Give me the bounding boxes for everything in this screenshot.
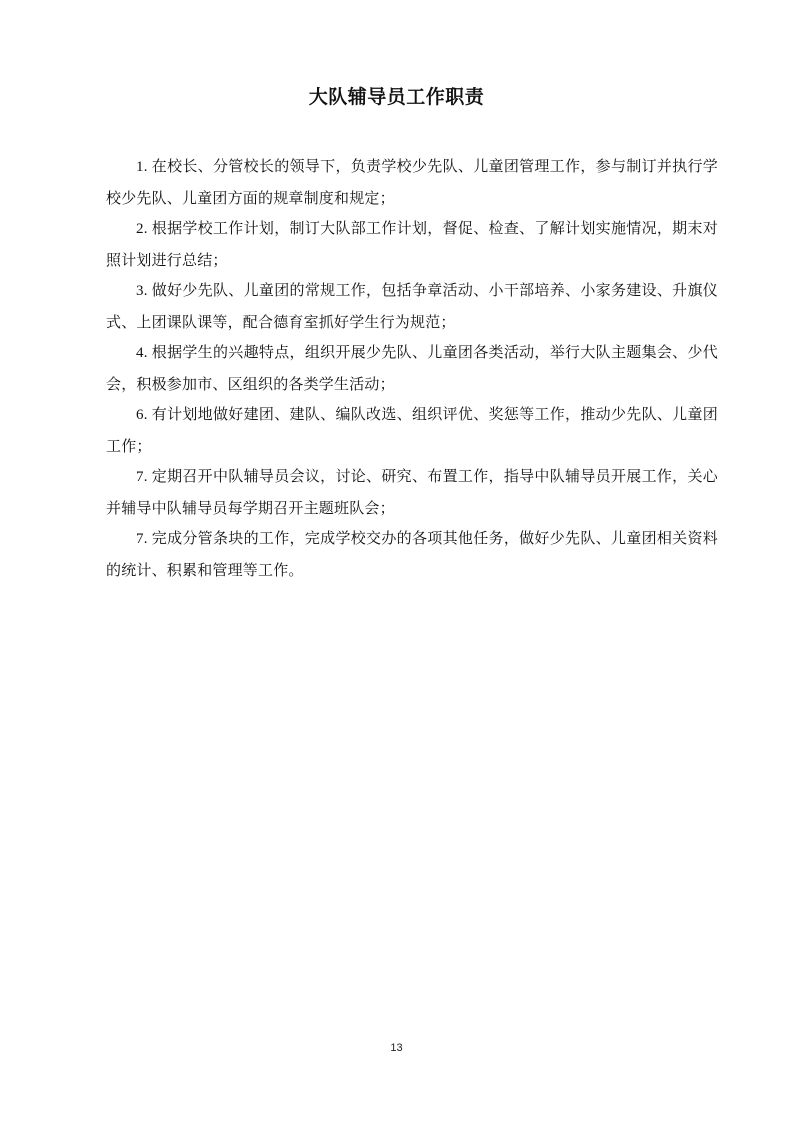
duty-paragraph-6 [106, 461, 718, 523]
paragraph-number: 4. [136, 345, 148, 361]
paragraph-text: 定期召开中队辅导员会议，讨论、研究、布置工作，指导中队辅导员开展工作，关心并辅导中队辅导员每学期召开主题班队会； [106, 467, 718, 517]
paragraph-text: 完成分管条块的工作，完成学校交办的各项其他任务，做好少先队、儿童团相关资料的统计、积累和管理等工作。 [106, 529, 718, 579]
paragraph-number: 2. [136, 221, 148, 237]
duty-paragraph-3 [106, 275, 718, 337]
document-body [106, 151, 718, 585]
paragraph-text: 根据学生的兴趣特点，组织开展少先队、儿童团各类活动，举行大队主题集会、少代会，积极参加市、区组织的各类学生活动； [106, 343, 718, 393]
duty-paragraph-1 [106, 151, 718, 213]
paragraph-text: 在校长、分管校长的领导下，负责学校少先队、儿童团管理工作，参与制订并执行学校少先队、儿童团方面的规章制度和规定； [106, 157, 718, 207]
duty-paragraph-5 [106, 399, 718, 461]
paragraph-number: 7. [136, 531, 148, 547]
paragraph-number: 7. [136, 469, 148, 485]
duty-paragraph-7 [106, 523, 718, 585]
duty-paragraph-4 [106, 337, 718, 399]
duty-paragraph-2 [106, 213, 718, 275]
document-title: 大队辅导员工作职责 [308, 86, 485, 108]
paragraph-number: 1. [136, 159, 148, 175]
page-number: 13 [390, 1042, 403, 1054]
paragraph-text: 做好少先队、儿童团的常规工作，包括争章活动、小干部培养、小家务建设、升旗仪式、上团课队课等，配合德育室抓好学生行为规范； [106, 281, 718, 331]
paragraph-number: 3. [136, 283, 148, 299]
paragraph-text: 根据学校工作计划，制订大队部工作计划，督促、检查、了解计划实施情况，期末对照计划进行总结； [106, 219, 718, 269]
paragraph-text: 有计划地做好建团、建队、编队改选、组织评优、奖惩等工作，推动少先队、儿童团工作； [106, 405, 718, 455]
paragraph-number: 6. [136, 407, 148, 423]
